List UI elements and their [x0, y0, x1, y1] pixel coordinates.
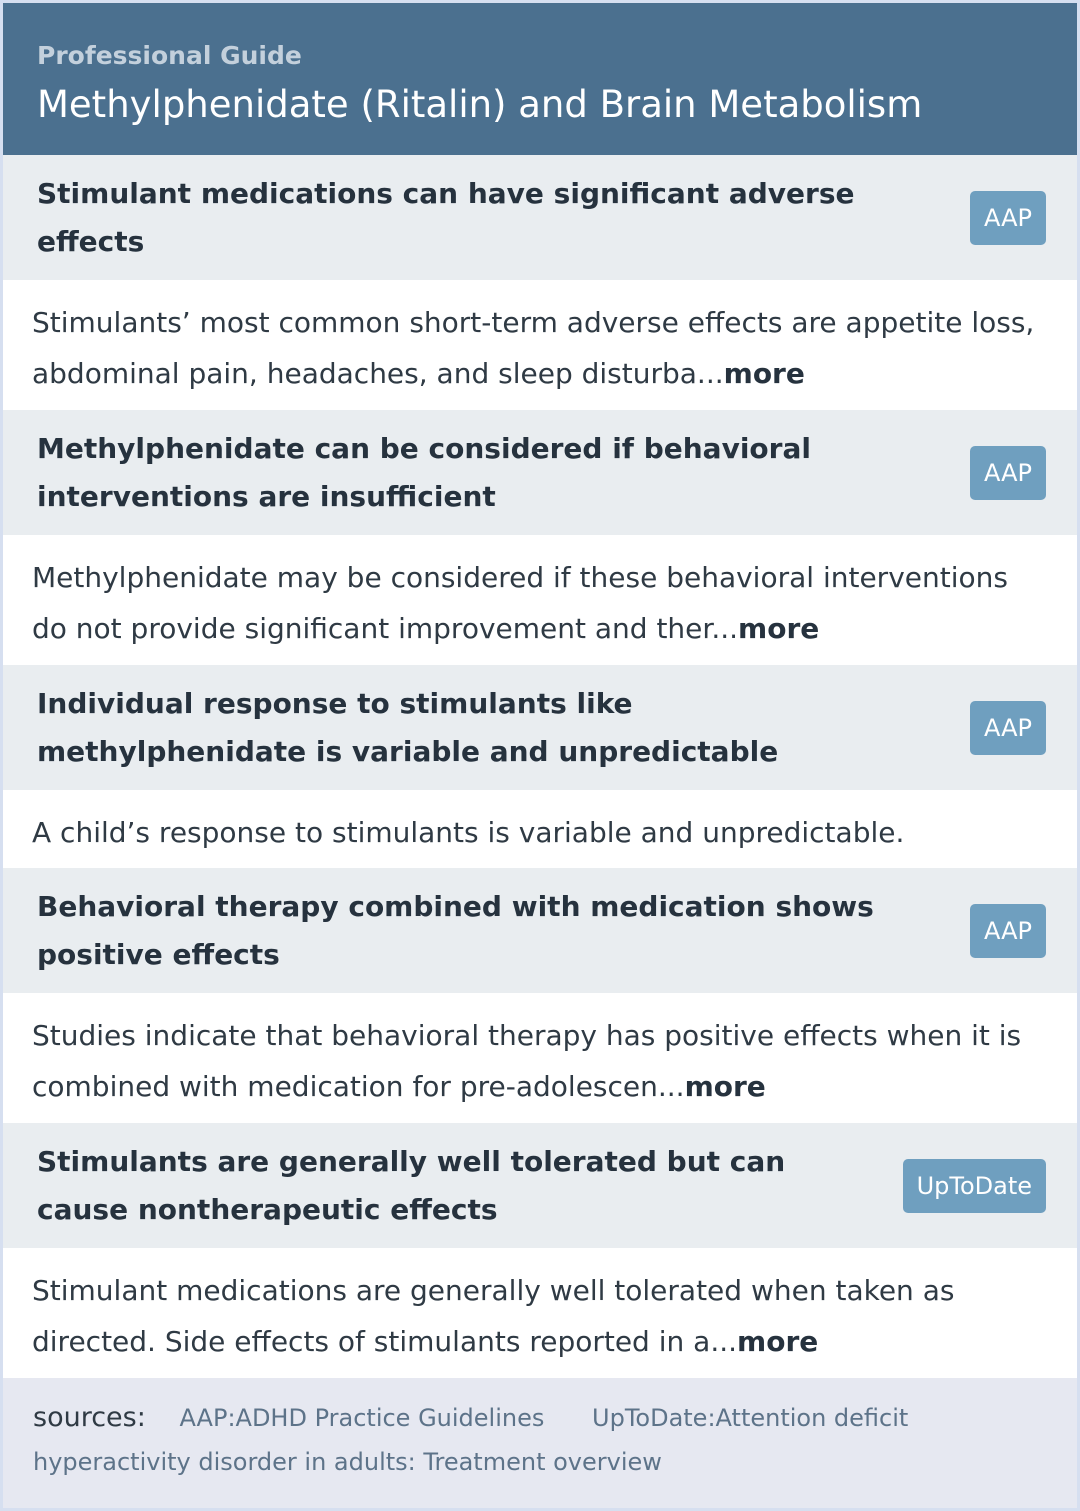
finding-summary-text: Methylphenidate may be considered if these behavioral interventions do not provide significant improvement and ther...: [32, 561, 1008, 645]
finding-summary: [3, 790, 1077, 868]
source-badge[interactable]: AAP: [970, 701, 1046, 755]
finding-heading: Methylphenidate can be considered if behavioral interventions are insufficient: [37, 431, 811, 513]
finding-summary-text: Studies indicate that behavioral therapy has positive effects when it is combined with medication for pre-adolescen...: [32, 1019, 1022, 1103]
finding-heading-row: [3, 868, 1077, 993]
finding-summary: [3, 993, 1077, 1123]
more-link[interactable]: more: [738, 612, 820, 645]
finding-summary-text: Stimulants’ most common short-term adverse effects are appetite loss, abdominal pain, headaches, and sleep disturba...: [32, 306, 1035, 390]
sources-footer: [3, 1378, 1077, 1508]
finding-summary-text: A child’s response to stimulants is variable and unpredictable.: [32, 816, 905, 849]
source-badge[interactable]: AAP: [970, 446, 1046, 500]
source-link-aap[interactable]: AAP:ADHD Practice Guidelines: [179, 1404, 545, 1432]
finding-heading-row: [3, 410, 1077, 535]
finding-summary: [3, 1248, 1077, 1378]
guide-header: [3, 3, 1077, 155]
finding-heading-row: [3, 1123, 1077, 1248]
source-badge[interactable]: UpToDate: [903, 1159, 1046, 1213]
finding-summary: [3, 280, 1077, 410]
source-link-uptodate[interactable]: UpToDate:Attention deficit hyperactivity disorder in adults: Treatment overview: [33, 1404, 909, 1476]
sources-label: sources:: [33, 1402, 146, 1433]
source-badge[interactable]: AAP: [970, 904, 1046, 958]
finding-summary-text: Stimulant medications are generally well tolerated when taken as directed. Side effects of stimulants reported in a...: [32, 1274, 955, 1358]
more-link[interactable]: more: [723, 357, 805, 390]
finding-summary: [3, 535, 1077, 665]
source-badge[interactable]: AAP: [970, 191, 1046, 245]
finding-heading-row: [3, 665, 1077, 790]
finding-heading: Stimulant medications can have significant adverse effects: [37, 176, 855, 258]
finding-heading: Stimulants are generally well tolerated but can cause nontherapeutic effects: [37, 1144, 786, 1226]
guide-subtitle: Professional Guide: [37, 41, 302, 70]
more-link[interactable]: more: [684, 1070, 766, 1103]
finding-heading: Individual response to stimulants like methylphenidate is variable and unpredictable: [37, 686, 779, 768]
finding-heading: Behavioral therapy combined with medication shows positive effects: [37, 889, 874, 971]
more-link[interactable]: more: [737, 1325, 819, 1358]
page-title: Methylphenidate (Ritalin) and Brain Metabolism: [37, 83, 923, 126]
finding-heading-row: [3, 155, 1077, 280]
